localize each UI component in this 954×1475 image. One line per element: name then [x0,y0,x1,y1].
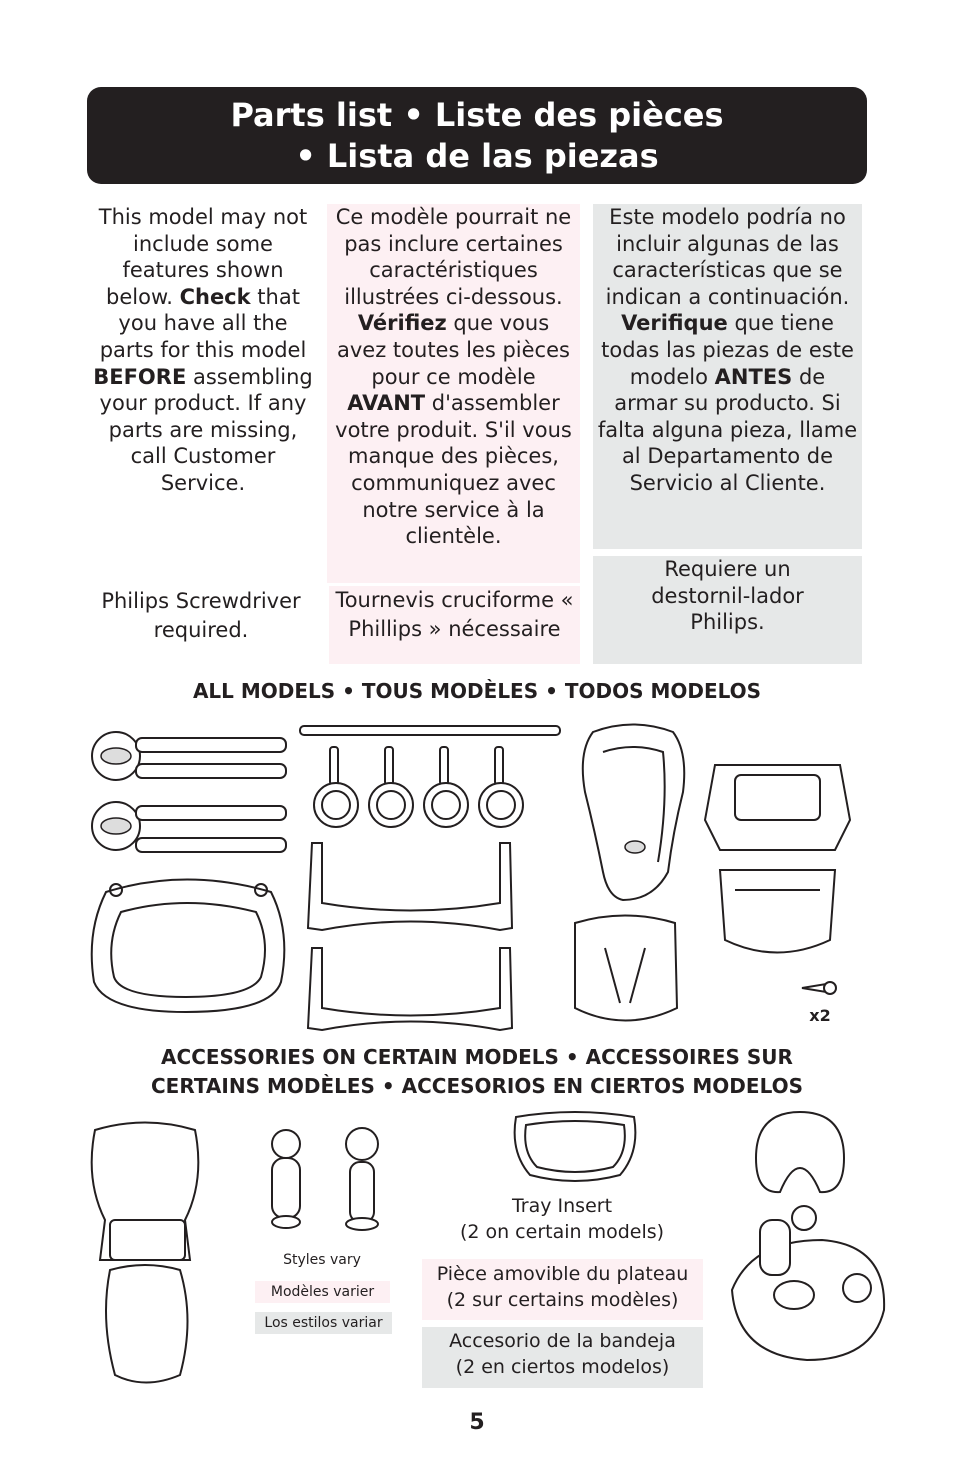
seat-assembly-illustration [695,750,860,980]
spanish-check: Verifique [621,311,728,336]
english-check: Check [179,284,251,309]
base-frame-illustration [300,838,530,1033]
head-support-illustration [750,1108,850,1198]
toys-styles-vary-es: Los estilos variar [255,1312,392,1334]
tray-insert-fr: Pièce amovible du plateau (2 sur certains modèles) [422,1259,703,1320]
header-line-2: • Lista de las piezas [295,137,659,175]
french-screwdriver-note: Tournevis cruciforme « Phillips » nécessaire [329,586,580,664]
tray-illustration [86,872,291,1022]
toys-styles-vary-en: Styles vary [283,1252,361,1268]
toys-styles-vary-fr: Modèles varier [255,1281,390,1303]
screw-quantity: x2 [809,1006,831,1025]
activity-tray-illustration [722,1200,892,1370]
french-check: Vérifiez [357,311,447,336]
caster-wheels-illustration [308,745,533,830]
english-before: BEFORE [93,364,187,389]
infant-insert-illustration [85,1120,210,1390]
spanish-notice: Este modelo podría no incluir algunas de las características que se indican a continuación. Verifique que tiene todas las piezas de este modelo ANTES de armar su producto. Si falta alguna pieza, llame al Departamento de Servicio al Cliente. [593,204,862,549]
tray-insert-es: Accesorio de la bandeja (2 en ciertos modelos) [422,1327,703,1388]
tray-insert-en: Tray Insert (2 on certain models) [459,1195,665,1243]
toys-illustration [262,1122,392,1232]
accessories-title-line-2: CERTAINS MODÈLES • ACCESORIOS EN CIERTOS MODELOS [150,1074,804,1098]
english-notice: This model may not include some features shown below. Check that you have all the parts for this model BEFORE assembling your product. If any parts are missing, call Customer Service. [93,205,313,495]
accessories-title-line-1: ACCESSORIES ON CERTAIN MODELS • ACCESSOIRES SUR [161,1045,793,1069]
screw-illustration [800,978,840,998]
seat-frame-illustration [565,908,685,1033]
english-screwdriver-note: Philips Screwdriver required. [101,589,301,642]
spanish-before: ANTES [714,364,793,389]
spanish-screwdriver-note: Requiere un destornil-lador Philips. [593,556,862,664]
tray-insert-illustration [510,1107,640,1187]
seat-pad-illustration [573,722,693,902]
all-models-title: ALL MODELS • TOUS MODÈLES • TODOS MODELOS [192,679,762,703]
page-number: 5 [469,1410,485,1435]
accessories-title [0,1043,954,1101]
french-before: AVANT [347,391,426,416]
leg-illustration [88,722,288,872]
parts-list-header [87,87,867,184]
french-notice: Ce modèle pourrait ne pas inclure certaines caractéristiques illustrées ci-dessous. Vérifiez que vous avez toutes les pièces pour ce modèle AVANT d'assembler votre produit. S'il vous manque des pièces, communiquez avec notre service à la clientèle. [327,204,580,583]
cross-bar-illustration [298,722,563,742]
header-line-1: Parts list • Liste des pièces [230,96,724,134]
